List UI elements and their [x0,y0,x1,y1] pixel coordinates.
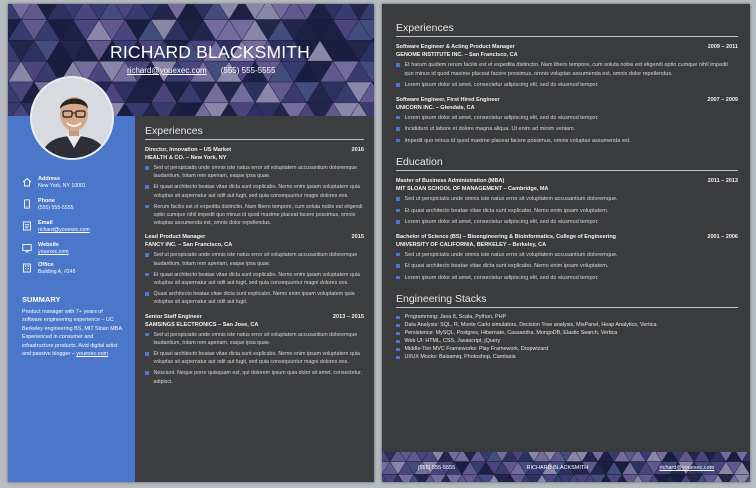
bullet-text: Impedit quo minus id quod maxime placeat facere possimus, omnis voluptas assumenda est. [404,137,631,144]
entry-date: 2009 – 2011 [707,44,738,50]
address-value: New York, NY 10001 [38,183,86,189]
bullet-square-icon [396,316,400,320]
entry-block [145,234,364,306]
header-contact-line [127,66,275,75]
entry-block [145,314,364,386]
header-email-link[interactable]: richard@youexec.com [127,66,207,75]
bullet-text: Incididunt ut labore et dolore magna aliqua. Ut enim ad minim veniam. [404,126,576,133]
bullet-item [396,137,738,146]
entry-title: Senior Staff Engineer [145,313,202,320]
entry-organization: UNIVERSITY OF CALIFORNIA, BERKELEY – Berkeley, CA [396,241,547,248]
bullet-item [145,271,364,287]
phone-item [22,198,73,211]
footer-name: RICHARD BLACKSMITH [526,465,589,471]
bullet-text: Nesciunt. Neque porro quisquam est, qui dolorem ipsum quia dolor sit amet, consectetur, adipisci. [153,370,362,385]
entry-organization: FANCY INC. – San Francisco, CA [145,242,233,249]
bullet-text: Et quasi architecto beatae vitae dicta sunt explicabo. Nemo enim ipsam voluptatem. [404,263,609,270]
bullet-square-icon [396,197,400,201]
bullet-item [396,125,738,134]
stack-item [396,346,738,352]
experience-list-2 [396,44,738,145]
entry-header [396,44,738,50]
entry-date: 2007 – 2009 [707,96,738,103]
experience-section-2 [396,22,738,145]
stack-text: Middle-Tier MVC Frameworks: Play Framework, Dropwizard [404,346,549,353]
bullet-square-icon [396,340,400,344]
entry-organization: GENOME INSTITUTE INC. – San Francisco, CA [396,52,518,58]
entry-title: Master of Business Administration (MBA) [396,178,505,185]
bullet-square-icon [145,253,149,257]
section-divider [396,36,738,37]
bullet-square-icon [396,356,400,360]
phone-label: Phone [38,198,55,204]
entry-header [145,234,364,240]
bullet-text: Sed ut perspiciatis unde omnis iste natus error sit voluptatem accusantium doloremque. [404,196,618,203]
stack-item [396,354,738,360]
entry-block [396,234,738,283]
entry-organization: UNICORN INC. – Glendale, CA [396,104,475,111]
entry-date: 2001 – 2006 [707,233,738,240]
entry-block [396,44,738,90]
bullet-item [396,262,738,271]
experience-panel [135,116,374,482]
stacks-section [396,293,738,360]
entry-block [145,147,364,227]
bullet-text: Lorem ipsum dolor sit amet, consectetur adipiscing elit, sed do eiusmod tempor. [404,274,599,281]
bullet-text: Lorem ipsum dolor sit amet, consectetur adipiscing elit, sed do eiusmod tempor. [404,82,599,89]
avatar [32,78,114,160]
entry-title: Director, Innovation – US Market [145,147,232,153]
bullet-text: Et quasi architecto beatae vitae dicta sunt explicabo. Nemo enim ipsam voluptatem quia voluptas sit aspernatur aut odit aut fugit, sed quia consequuntur magni dolores eos. [153,351,360,366]
bullet-item [145,350,364,366]
bullet-square-icon [145,371,149,375]
bullet-text: Sed ut perspiciatis unde omnis iste natus error sit voluptatem accusantium doloremque laudantium, totam rem aperiam, eaque ipsa quae. [153,252,358,267]
bullet-item [145,290,364,306]
education-list [396,178,738,282]
sidebar [8,116,135,482]
entry-header [145,147,364,153]
entry-block [396,178,738,227]
summary-text [22,308,124,358]
bullet-item [145,251,364,267]
experience-list [145,147,364,386]
bullet-item [145,369,364,385]
bullet-square-icon [396,332,400,336]
footer-email-link[interactable]: richard@youexec.com [659,465,715,471]
entry-block [396,97,738,146]
stack-item [396,338,738,344]
bullet-square-icon [396,139,400,143]
bullet-item [396,274,738,283]
bullet-text: Rerum facilis est et expedita distinctio. Nam libero tempore, cum soluta nobis est eligendi optio cumque nihil impedit quo minus id quod maxime placeat facere possimus, omnis voluptas assumenda est, omnis dolor repellendus. [153,203,363,227]
entry-date: 2011 – 2013 [707,178,738,185]
bullet-square-icon [396,63,400,67]
email-icon [22,221,32,231]
bullet-item [145,164,364,180]
education-title: Education [396,156,443,169]
phone-value: (555) 555-5555 [38,205,74,211]
phone-icon [22,199,32,209]
footer-contact-row [382,465,750,471]
bullet-square-icon [145,352,149,356]
bullet-item [145,203,364,228]
home-icon [22,177,32,187]
stack-text: Web UI: HTML, CSS, Javascript, jQuery [404,338,501,345]
entry-title: Lead Product Manager [145,234,206,241]
bullet-item [396,218,738,227]
bullet-square-icon [396,264,400,268]
address-label: Address [38,176,61,182]
bullet-square-icon [145,292,149,296]
bullet-square-icon [396,324,400,328]
entry-header [396,178,738,184]
bullet-square-icon [396,348,400,352]
profile-photo [30,76,114,160]
building-icon [22,263,32,273]
experience-title-2: Experiences [396,22,454,34]
office-item [22,262,76,275]
entry-organization: SAMSINGS ELECTRONICS – San Jose, CA [145,321,259,328]
bullet-square-icon [396,276,400,280]
email-label: Email [38,220,53,226]
bullet-item [396,195,738,204]
page2-content [396,22,738,371]
bullet-item [396,251,738,260]
entry-organization: MIT SLOAN SCHOOL OF MANAGEMENT – Cambridge, MA [396,186,549,193]
entry-organization: HEALTH & CO. – New York, NY [145,155,227,161]
bullet-item [396,81,738,90]
website-value[interactable]: youexec.com [38,249,69,255]
section-divider [396,170,738,171]
stacks-title: Engineering Stacks [396,293,487,306]
stacks-list [396,314,738,360]
bullet-text: Quasi architecto beatae vitae dicta sunt explicabo. Nemo enim ipsam voluptatem quia voluptas sit aspernatur aut odit aut fugit. [153,291,355,306]
bullet-text: Et quasi architecto beatae vitae dicta sunt explicabo. Nemo enim ipsam voluptatem. [404,207,609,214]
entry-date: 2013 – 2015 [332,313,364,320]
entry-date: 2016 [351,147,364,153]
footer-phone: (555) 555-5555 [417,465,456,471]
office-label: Office [38,262,54,268]
bullet-text: Et quasi architecto beatae vitae dicta sunt explicabo. Nemo enim ipsam voluptatem quia voluptas sit aspernatur aut odit aut fugit, sed quia consequuntur magni dolores eos. [153,271,360,287]
bullet-square-icon [396,116,400,120]
bullet-text: Et quasi architecto beatae vitae dicta sunt explicabo. Nemo enim ipsam voluptatem quia voluptas sit aspernatur aut odit aut fugit, sed quia consequuntur magni dolores eos. [153,184,360,199]
header-phone: (555) 555-5555 [220,66,276,75]
entry-title: Software Engineer, First Hired Engineer [396,96,500,103]
resume-page-2 [382,4,750,482]
stack-text: Data Analysis: SQL, R, Monte Carlo simulators, Decision Tree analysis, MixPanel, Heap Analytics, Vertica [404,322,657,329]
entry-header [396,97,738,103]
email-value[interactable]: richard@youexec.com [38,227,90,233]
bullet-square-icon [396,83,400,87]
entry-header [145,314,364,320]
bullet-square-icon [145,166,149,170]
section-divider [145,139,364,140]
bullet-item [396,114,738,123]
stack-text: UI/UX Mocks: Balsamiq, Photoshop, Camtasia [404,354,516,361]
resume-page-1 [8,4,374,482]
person-name: RICHARD BLACKSMITH [110,42,311,62]
bullet-text: Lorem ipsum dolor sit amet, consectetur adipiscing elit, sed do eiusmod tempor. [404,219,599,226]
bullet-text: Sed ut perspiciatis unde omnis iste natus error sit voluptatem accusantium doloremque laudantium, totam rem aperiam, eaque ipsa quae. [153,165,358,180]
section-divider [396,307,738,308]
entry-date: 2015 [351,234,364,241]
bullet-text: Et harum quidem rerum facilis est et expedita distinctio. Nam libero tempore, cum soluta nobis est eligendi optio cumque nihil impedit quo minus id quod maxime placeat facere possimus, omnis voluptas assumenda est, omnis dolor repellendus. [404,62,728,77]
bullet-item [145,183,364,199]
bullet-item [396,207,738,216]
entry-title: Bachelor of Science (BS) – Bioengineering & Bioinformatics, College of Engineering [396,233,617,240]
bullet-square-icon [145,205,149,209]
summary-title: SUMMARY [22,295,61,304]
bullet-square-icon [396,253,400,257]
education-section [396,156,738,282]
website-icon [22,243,32,253]
summary-link[interactable]: youexec.com [76,350,109,357]
bullet-square-icon [396,220,400,224]
bullet-item [145,331,364,347]
bullet-text: Sed ut perspiciatis unde omnis iste natus error sit voluptatem accusantium doloremque. [404,251,618,258]
bullet-text: Lorem ipsum dolor sit amet, consectetur adipiscing elit, sed do eiusmod tempor. [404,114,599,121]
office-value: Building A, #245 [38,269,76,275]
bullet-item [396,61,738,78]
address-item [22,176,86,189]
website-label: Website [38,242,59,248]
website-item[interactable] [22,242,69,255]
entry-header [396,234,738,240]
bullet-square-icon [396,209,400,213]
bullet-square-icon [145,185,149,189]
stack-item [396,330,738,336]
bullet-square-icon [145,333,149,337]
bullet-square-icon [396,127,400,131]
bullet-square-icon [145,273,149,277]
summary-body: Product manager with 7+ years of software engineering experience – UC Berkeley engineering BS, MIT Sloan MBA. Experienced in consumer and infrastructure products. Avid digital artist and passive blogger – [22,309,124,357]
stack-text: Persistence: MySQL, Postgres, Hibernate, Cassandra, MongoDB, Elastic Search, Vertica [404,330,618,337]
bullet-text: Sed ut perspiciatis unde omnis iste natus error sit voluptatem accusantium doloremque laudantium, totam rem aperiam, eaque ipsa quae. [153,331,358,346]
experience-title: Experiences [145,125,203,137]
stack-text: Programming: Java 8, Scala, Python, PHP [404,314,507,321]
stack-item [396,322,738,328]
stack-item [396,314,738,320]
footer-banner [382,452,750,482]
email-item[interactable] [22,220,90,233]
entry-title: Software Engineer & Acting Product Manager [396,44,515,50]
